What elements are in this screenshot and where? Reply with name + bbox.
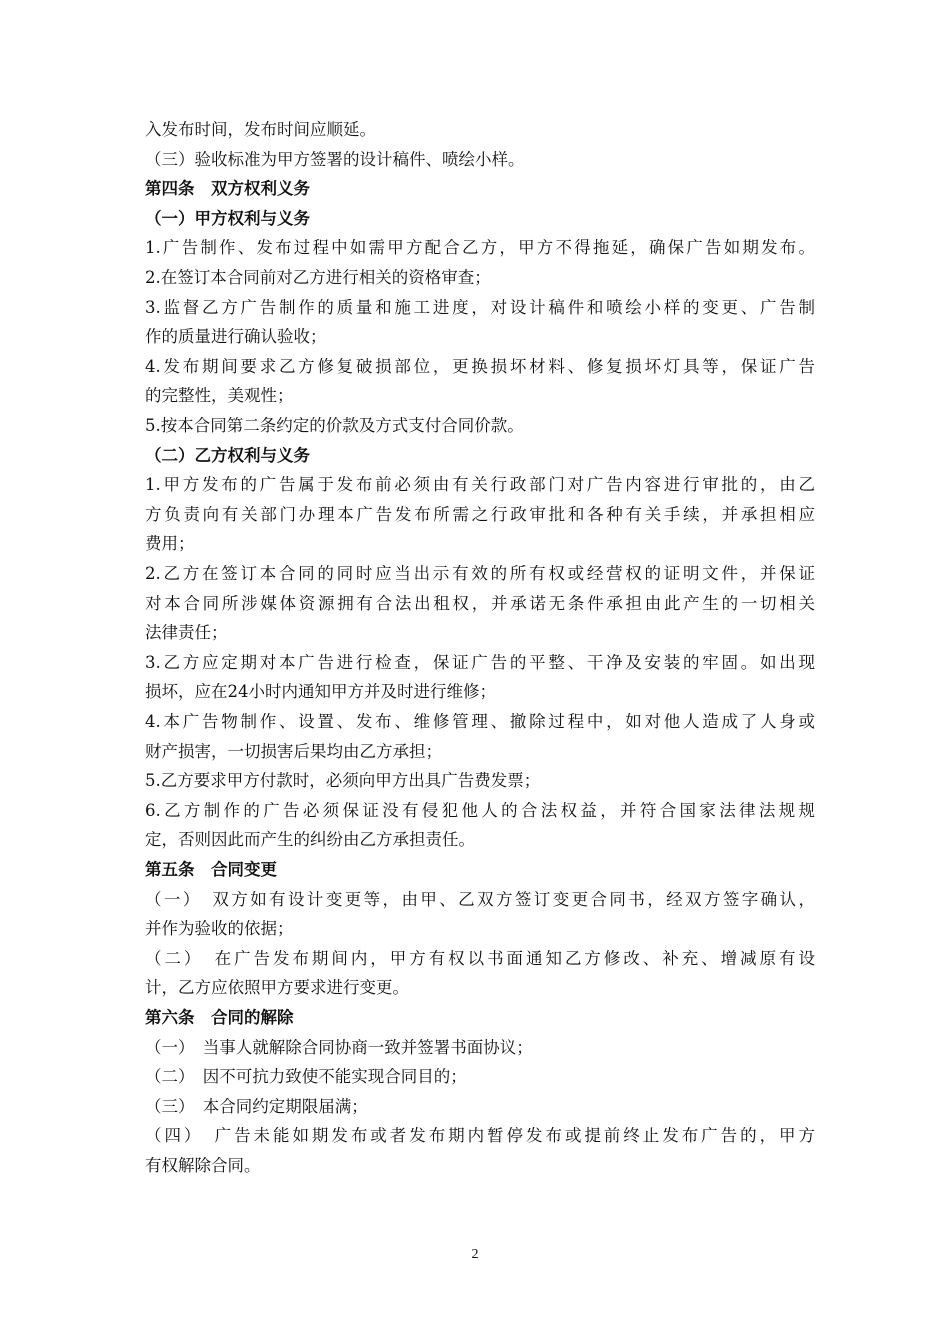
section-heading: 第五条 合同变更 [145, 860, 277, 879]
body-line: （一） 当事人就解除合同协商一致并签署书面协议； [145, 1037, 533, 1057]
section-heading: 第四条 双方权利义务 [145, 179, 310, 199]
body-line: 1.甲方发布的广告属于发布前必须由有关行政部门对广告内容进行审批的，由乙 [145, 475, 815, 495]
section-heading: （二）乙方权利与义务 [145, 445, 310, 465]
body-line: （二） 因不可抗力致使不能实现合同目的； [145, 1067, 467, 1087]
body-line: 作的质量进行确认验收； [145, 327, 327, 347]
body-line: 6.乙方制作的广告必须保证没有侵犯他人的合法权益，并符合国家法律法规规 [145, 800, 815, 820]
body-line: 法律责任； [145, 623, 228, 643]
body-line: （四） 广告未能如期发布或者发布期内暂停发布或提前终止发布广告的，甲方 [145, 1126, 815, 1146]
section-heading: 第六条 合同的解除 [145, 1008, 294, 1027]
body-line: 对本合同所涉媒体资源拥有合法出租权，并承诺无条件承担由此产生的一切相关 [145, 593, 815, 613]
body-line: 1.广告制作、发布过程中如需甲方配合乙方，甲方不得拖延，确保广告如期发布。 [145, 238, 815, 258]
body-line: 入发布时间，发布时间应顺延。 [145, 120, 376, 139]
body-line: 3.监督乙方广告制作的质量和施工进度，对设计稿件和喷绘小样的变更、广告制 [145, 297, 815, 317]
body-line: （一） 双方如有设计变更等，由甲、乙双方签订变更合同书，经双方签字确认， [145, 889, 815, 909]
body-line: 5.按本合同第二条约定的价款及方式支付合同价款。 [145, 416, 524, 435]
body-line: 5.乙方要求甲方付款时，必须向甲方出具广告费发票； [145, 771, 541, 791]
body-line: 财产损害，一切损害后果均由乙方承担； [145, 741, 442, 761]
body-line: 2.乙方在签订本合同的同时应当出示有效的所有权或经营权的证明文件，并保证 [145, 564, 815, 583]
body-line: 的完整性，美观性； [145, 386, 294, 406]
body-line: 2.在签订本合同前对乙方进行相关的资格审查； [145, 268, 491, 287]
body-line: 计，乙方应依照甲方要求进行变更。 [145, 978, 409, 998]
body-line: 4.发布期间要求乙方修复破损部位，更换损坏材料、修复损坏灯具等，保证广告 [145, 356, 815, 376]
body-line: 有权解除合同。 [145, 1156, 261, 1175]
body-line: 定，否则因此而产生的纠纷由乙方承担责任。 [145, 830, 475, 850]
body-line: 4.本广告物制作、设置、发布、维修管理、撤除过程中，如对他人造成了人身或 [145, 712, 815, 731]
body-line: 方负责向有关部门办理本广告发布所需之行政审批和各种有关手续，并承担相应 [145, 504, 815, 524]
body-line: 损坏，应在24小时内通知甲方并及时进行维修； [145, 682, 496, 702]
body-line: （三）验收标准为甲方签署的设计稿件、喷绘小样。 [145, 149, 525, 169]
body-line: 并作为验收的依据； [145, 919, 294, 939]
body-line: 3.乙方应定期对本广告进行检查，保证广告的平整、干净及安装的牢固。如出现 [145, 652, 815, 672]
body-line: （三） 本合同约定期限届满； [145, 1096, 368, 1116]
page-number: 2 [471, 1247, 479, 1262]
body-line: （二） 在广告发布期间内，甲方有权以书面通知乙方修改、补充、增减原有设 [145, 948, 815, 968]
body-line: 费用； [145, 534, 195, 554]
section-heading: （一）甲方权利与义务 [145, 208, 310, 228]
